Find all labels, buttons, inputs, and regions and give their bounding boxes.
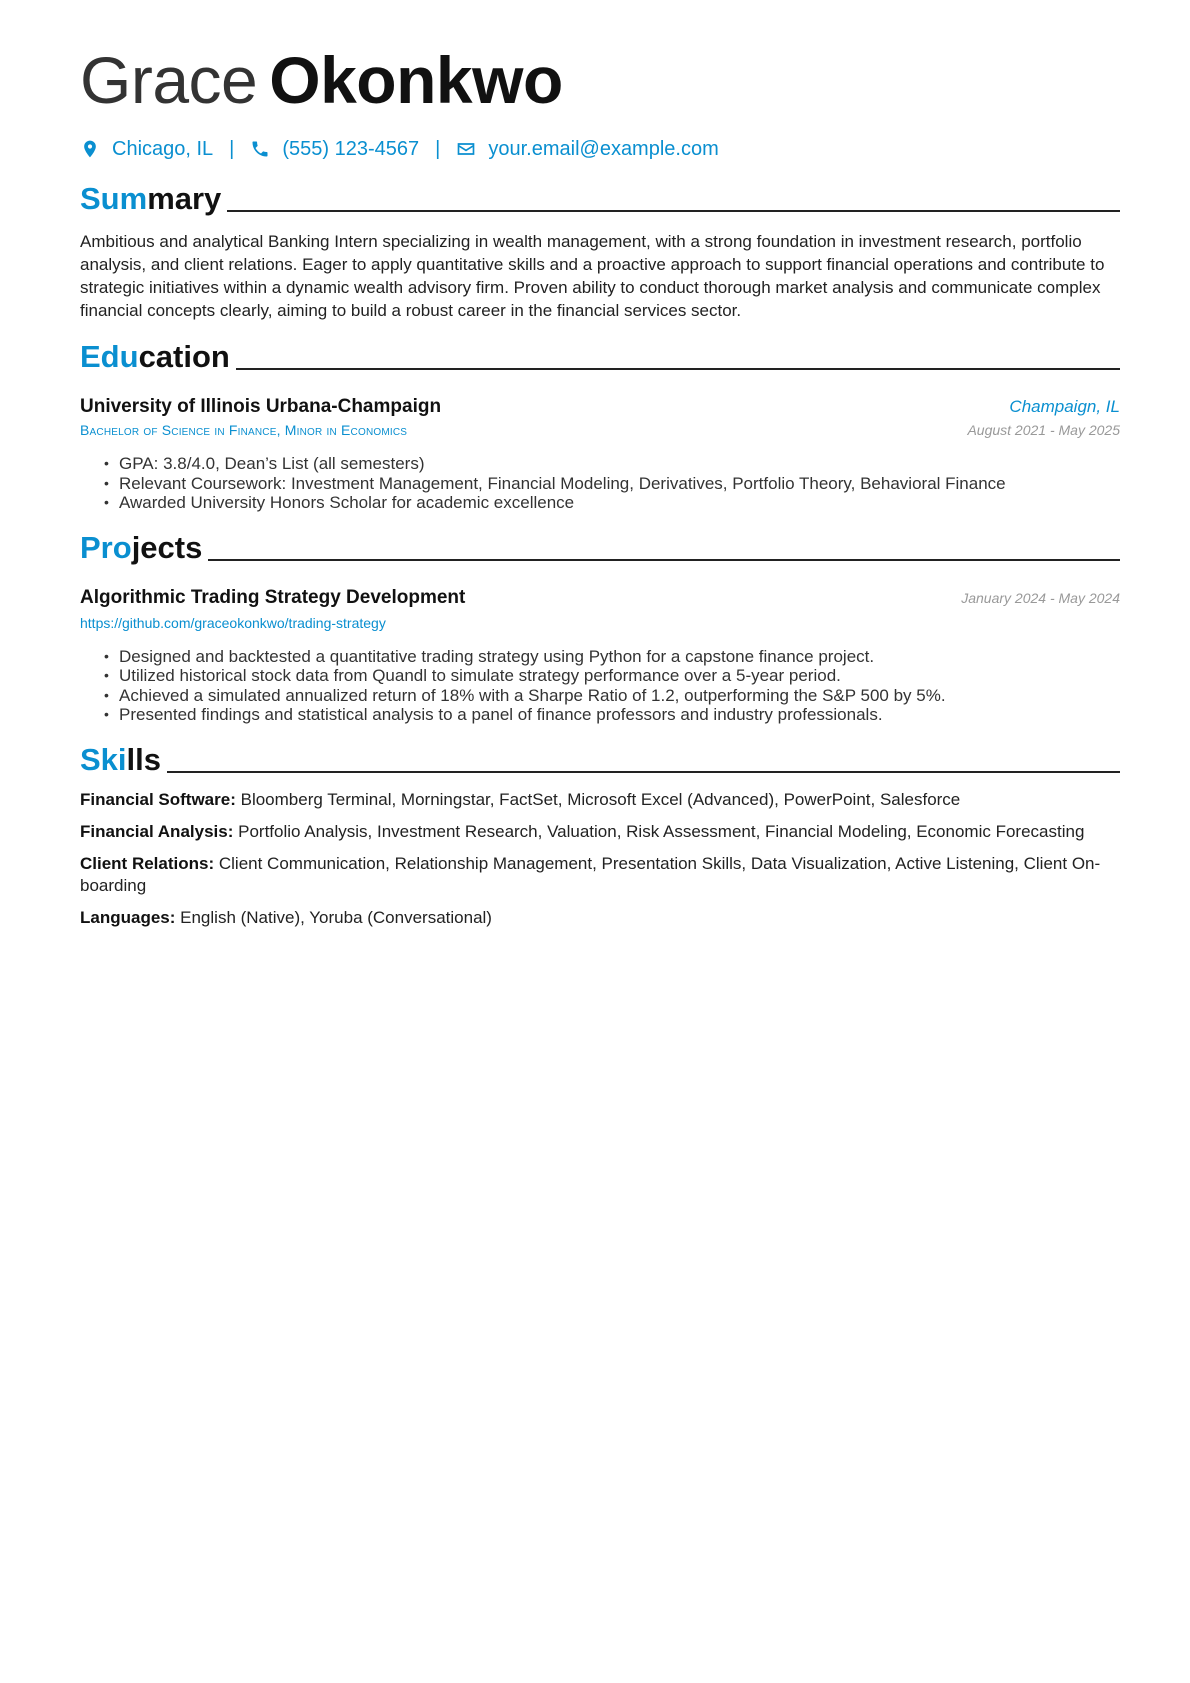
section-title: Projects — [80, 529, 203, 565]
location-text: Chicago, IL — [112, 137, 214, 160]
contact-phone[interactable] — [250, 138, 419, 161]
list-item: • Designed and backtested a quantitative trading strategy using Python for a capstone finance project. — [104, 647, 1120, 667]
section-divider — [208, 559, 1120, 561]
email-text: your.email@example.com — [488, 137, 719, 160]
list-item: • Awarded University Honors Scholar for academic excellence — [104, 493, 1120, 513]
skill-value: Bloomberg Terminal, Morningstar, FactSet, Microsoft Excel (Advanced), PowerPoint, Salesforce — [240, 789, 961, 809]
contact-email[interactable] — [456, 138, 718, 161]
project-entry-header — [80, 587, 1120, 609]
skill-label: Languages: — [80, 907, 176, 927]
education-entry-subheader — [80, 422, 1120, 438]
last-name: Okonkwo — [269, 43, 563, 117]
summary-heading — [80, 180, 1120, 218]
skill-label: Client Relations: — [80, 853, 215, 873]
project-link[interactable]: https://github.com/graceokonkwo/trading-strategy — [80, 614, 386, 631]
phone-text: (555) 123-4567 — [282, 137, 420, 160]
contact-separator: | — [435, 137, 441, 160]
projects-heading — [80, 529, 1120, 567]
skill-label: Financial Analysis: — [80, 821, 234, 841]
project-bullets — [80, 647, 1120, 725]
list-item: • Achieved a simulated annualized return of 18% with a Sharpe Ratio of 1.2, outperforming the S&P 500 by 5%. — [104, 686, 1120, 706]
skill-value: English (Native), Yoruba (Conversational) — [180, 907, 492, 927]
candidate-name — [80, 40, 1120, 120]
resume-page — [80, 40, 1120, 929]
map-marker-icon — [80, 139, 100, 159]
skill-row — [80, 789, 1120, 811]
contact-bar — [80, 134, 1120, 164]
section-title: Education — [80, 339, 230, 374]
skill-row — [80, 907, 1120, 929]
education-bullets — [80, 454, 1120, 513]
list-item: • Utilized historical stock data from Quandl to simulate strategy performance over a 5-year period. — [104, 666, 1120, 686]
section-divider — [227, 210, 1120, 212]
skill-label: Financial Software: — [80, 789, 236, 809]
project-dates: January 2024 - May 2024 — [961, 589, 1120, 606]
skill-value: Client Communication, Relationship Management, Presentation Skills, Data Visualization, Active Listening, Client On-boarding — [80, 853, 1101, 895]
skill-row — [80, 821, 1120, 843]
education-entry-header — [80, 396, 1120, 418]
degree: Bachelor of Science in Finance, Minor in Economics — [80, 422, 408, 438]
skill-value: Portfolio Analysis, Investment Research, Valuation, Risk Assessment, Financial Modeling, Economic Forecasting — [238, 821, 1085, 841]
section-title: Summary — [80, 181, 222, 216]
summary-text: Ambitious and analytical Banking Intern specializing in wealth management, with a strong foundation in investment research, portfolio analysis, and client relations. Eager to apply quantitative skills and a proactive approach to support financial operations and contribute to strategic initiatives within a dynamic wealth advisory firm. Proven ability to conduct thorough market analysis and communicate complex financial concepts clearly, aiming to build a robust career in the financial services sector. — [80, 232, 1105, 320]
project-title: Algorithmic Trading Strategy Development — [80, 586, 466, 608]
skill-row — [80, 853, 1120, 897]
list-item: • Presented findings and statistical analysis to a panel of finance professors and industry professionals. — [104, 705, 1120, 725]
school-location: Champaign, IL — [1009, 397, 1120, 416]
contact-location — [80, 138, 213, 161]
section-divider — [167, 771, 1120, 773]
phone-icon — [250, 139, 270, 159]
education-dates: August 2021 - May 2025 — [967, 422, 1120, 438]
envelope-icon — [456, 139, 476, 159]
list-item: • GPA: 3.8/4.0, Dean’s List (all semesters) — [104, 454, 1120, 474]
list-item: • Relevant Coursework: Investment Management, Financial Modeling, Derivatives, Portfolio Theory, Behavioral Finance — [104, 474, 1120, 494]
first-name: Grace — [80, 43, 258, 117]
skills-heading — [80, 741, 1120, 779]
education-heading — [80, 338, 1120, 376]
school-name: University of Illinois Urbana-Champaign — [80, 396, 442, 417]
section-divider — [236, 368, 1120, 370]
contact-separator: | — [229, 137, 235, 160]
section-title: Skills — [80, 741, 161, 777]
